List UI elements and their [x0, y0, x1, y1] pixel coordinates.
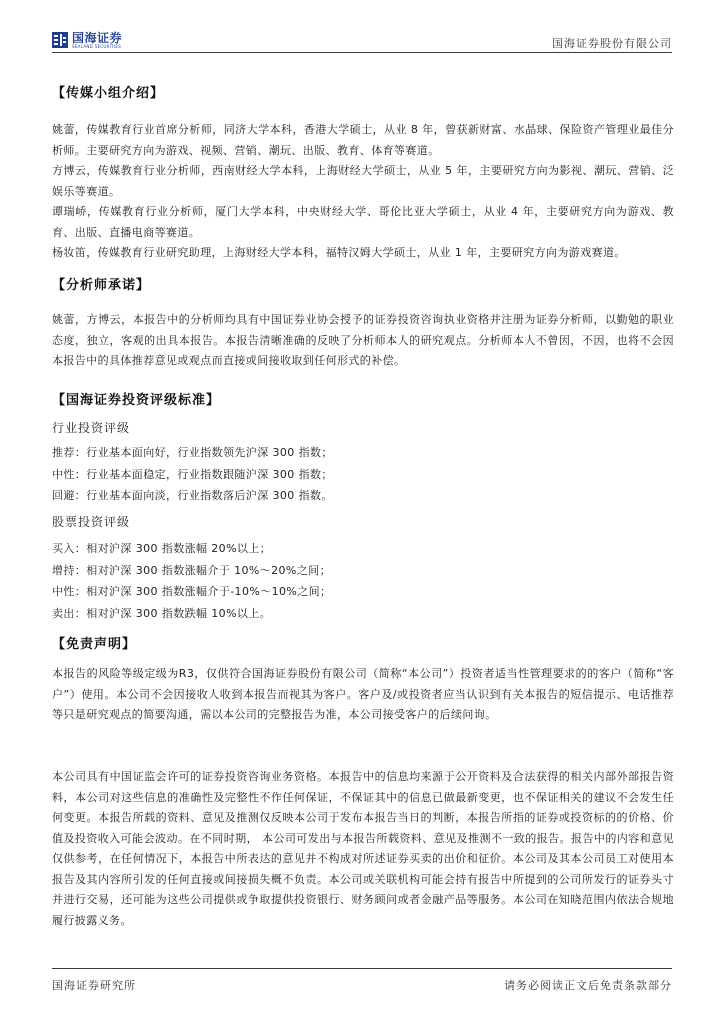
disclaimer-paragraph-1: 本报告的风险等级定级为R3，仅供符合国海证券股份有限公司（简称“本公司”）投资者适当性管理要求的的客户（简称“客户”）使用。本公司不会因接收人收到本报告而视其为客户。客户及/或投资者应当认识到有关本报告的短信提示、电话推荐等只是研究观点的简要沟通，需以本公司的完整报告为准，本公司接受客户的后续问询。 [52, 667, 674, 721]
industry-rating-label: 行业投资评级 [52, 421, 131, 435]
stock-rating-list [52, 538, 331, 624]
industry-rating-list [52, 442, 333, 507]
commitment-section-title: 【分析师承诺】 [52, 278, 151, 293]
industry-rating-item: 中性：行业基本面稳定，行业指数跟随沪深 300 指数； [52, 467, 333, 481]
team-member-1-bio: 姚蕾，传媒教育行业首席分析师，同济大学本科，香港大学硕士，从业 8 年，曾获新财富、水晶球、保险资产管理业最佳分析师。主要研究方向为游戏、视频、营销、潮玩、出版、教育、体育等赛道。 [52, 123, 674, 157]
team-member-3-bio: 谭瑞峤，传媒教育行业分析师，厦门大学本科，中央财经大学、哥伦比亚大学硕士，从业 4 年，主要研究方向为游戏、教育、出版、直播电商等赛道。 [52, 205, 674, 239]
stock-rating-label: 股票投资评级 [52, 515, 131, 529]
industry-rating-item: 推荐：行业基本面向好，行业指数领先沪深 300 指数； [52, 446, 333, 459]
footer-notice: 请务必阅读正文后免责条款部分 [504, 979, 672, 992]
stock-rating-item: 增持：相对沪深 300 指数涨幅介于 10%～20%之间； [52, 563, 331, 577]
logo-chinese-name: 国海证券 [72, 30, 123, 45]
company-logo [52, 31, 122, 49]
team-section-title: 【传媒小组介绍】 [52, 86, 165, 101]
footer-divider [52, 968, 672, 969]
stock-rating-item: 买入：相对沪深 300 指数涨幅 20%以上； [52, 542, 272, 555]
disclaimer-section-title: 【免责声明】 [52, 637, 137, 652]
header-divider [52, 52, 672, 53]
team-intro-text [52, 120, 674, 264]
team-member-2-bio: 方博云，传媒教育行业分析师，西南财经大学本科，上海财经大学硕士，从业 5 年，主要研究方向为影视、潮玩、营销、泛娱乐等赛道。 [52, 164, 674, 198]
sealand-logo-icon [52, 32, 68, 48]
stock-rating-item: 卖出：相对沪深 300 指数跌幅 10%以上。 [52, 606, 272, 620]
page-header [0, 0, 724, 60]
header-company-name: 国海证券股份有限公司 [552, 37, 672, 50]
disclaimer-paragraph-2: 本公司具有中国证监会许可的证券投资咨询业务资格。本报告中的信息均来源于公开资料及合法获得的相关内部外部报告资料，本公司对这些信息的准确性及完整性不作任何保证，不保证其中的信息已做最新变更，也不保证相关的建议不会发生任何变更。本报告所载的资料、意见及推测仅反映本公司于发布本报告当日的判断，本报告所指的证券或投资标的的价格、价值及投资收入可能会波动。在不同时期， 本公司可发出与本报告所载资料、意见及推测不一致的报告。报告中的内容和意见仅供参考，在任何情况下，本报告中所表达的意见并不构成对所述证券买卖的出价和征价。本公司及其本公司员工对使用本报告及其内容所引发的任何直接或间接损失概不负责。本公司或关联机构可能会持有报告中所提到的公司所发行的证券头寸并进行交易，还可能为这些公司提供或争取提供投资银行、财务顾问或者金融产品等服务。本公司在知晓范围内依法合规地履行披露义务。 [52, 770, 674, 927]
logo-english-name: SEALAND SECURITIES [72, 43, 122, 49]
commitment-text: 姚蕾，方博云，本报告中的分析师均具有中国证券业协会授予的证券投资咨询执业资格并注册为证券分析师，以勤勉的职业态度，独立，客观的出具本报告。本报告清晰准确的反映了分析师本人的研究观点。分析师本人不曾因，不因，也将不会因本报告中的具体推荐意见或观点而直接或间接收取到任何形式的补偿。 [52, 313, 674, 367]
rating-section-title: 【国海证券投资评级标准】 [52, 393, 221, 408]
industry-rating-item: 回避：行业基本面向淡，行业指数落后沪深 300 指数。 [52, 489, 333, 502]
team-member-4-bio: 杨妆笛，传媒教育行业研究助理，上海财经大学本科，福特汉姆大学硕士，从业 1 年，主要研究方向为游戏赛道。 [52, 246, 626, 259]
footer-institute: 国海证券研究所 [52, 979, 136, 992]
stock-rating-item: 中性：相对沪深 300 指数涨幅介于-10%～10%之间； [52, 585, 332, 598]
